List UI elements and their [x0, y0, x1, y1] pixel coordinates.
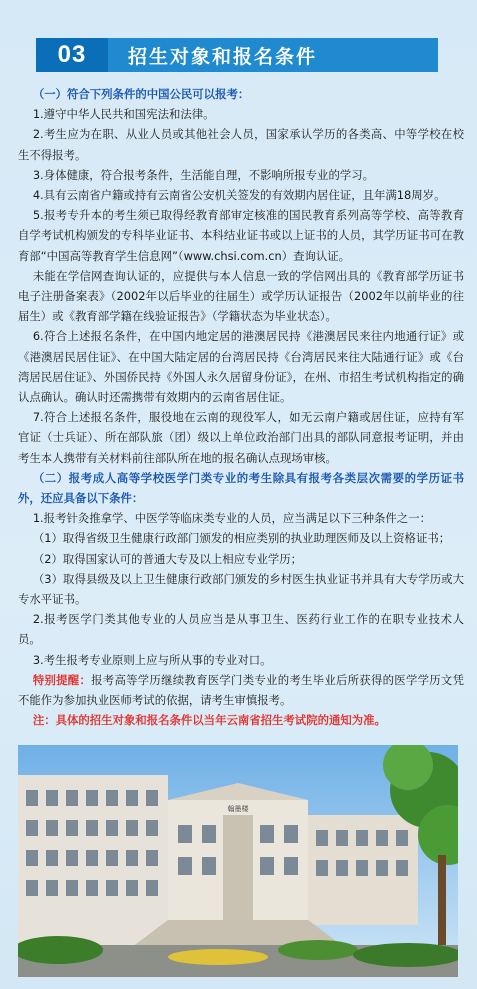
section2-sub-1: （1）取得省级卫生健康行政部门颁发的相应类别的执业助理医师及以上资格证书； — [32, 531, 451, 546]
special-reminder — [18, 670, 464, 710]
section1-item-7: 7.符合上述报名条件，服役地在云南的现役军人，如无云南户籍或居住证，应持有军官证（士兵证）、所在部队旅（团）级以上单位政治部门出具的部队同意报考证明，并由考生本人携带有关材料前往部队所在地的报名确认点现场审核。 — [18, 410, 464, 465]
section1-item-5: 5.报考专升本的考生须已取得经教育部审定核准的国民教育系列高等学校、高等教育自学考试机构颁发的专科毕业证书、本科结业证书或以上证书的人员，其学历证书可在教育部“中国高等教育学生信息网”（www.chsi.com.cn）查询认证。 — [18, 208, 464, 263]
section2-heading: （二）报考成人高等学校医学门类专业的考生除具有报考各类层次需要的学历证书外，还应具备以下条件： — [18, 470, 464, 506]
section2-item-3: 3.考生报考专业原则上应与所从事的专业对口。 — [32, 652, 272, 667]
footnote: 注：具体的招生对象和报名条件以当年云南省招生考试院的通知为准。 — [32, 713, 386, 728]
section1-item-3: 3.身体健康，符合报考条件，生活能自理，不影响所报专业的学习。 — [32, 167, 375, 182]
section1-item-4: 4.具有云南省户籍或持有云南省公安机关签发的有效期内居住证，且年满18周岁。 — [32, 188, 446, 203]
campus-building-photo — [18, 745, 458, 977]
section2-item-2: 2.报考医学门类其他专业的人员应当是从事卫生、医药行业工作的在职专业技术人员。 — [18, 612, 464, 647]
section2-sub-3: （3）取得县级及以上卫生健康行政部门颁发的乡村医生执业证书并具有大专学历或大专水平证书。 — [18, 571, 464, 607]
building-sign-text: 翰墨楼 — [227, 805, 249, 813]
section-content — [18, 84, 464, 731]
reminder-text: 报考高等学历继续教育医学门类专业的考生毕业后所获得的医学学历文凭不能作为参加执业医师考试的依据，请考生审慎报考。 — [18, 672, 464, 708]
section-number: 03 — [36, 38, 108, 72]
section-title: 招生对象和报名条件 — [128, 45, 318, 68]
section2-item-1: 1.报考针灸推拿学、中医学等临床类专业的人员，应当满足以下三种条件之一： — [32, 511, 431, 526]
section1-heading: （一）符合下列条件的中国公民可以报考： — [32, 87, 250, 101]
section1-item-1: 1.遵守中华人民共和国宪法和法律。 — [32, 107, 215, 122]
section1-item-5-note: 未能在学信网查询认证的，应提供与本人信息一致的学信网出具的《教育部学历证书电子注册备案表》（2002年以后毕业的往届生）或学历认证报告（2002年以前毕业的往届生）或《教育部学籍在线验证报告》（学籍状态为毕业状态）。 — [18, 268, 464, 324]
section1-item-6: 6.符合上述报名条件，在中国内地定居的港澳居民持《港澳居民来往内地通行证》或《港澳居民居住证》、在中国大陆定居的台湾居民持《台湾居民来往大陆通行证》或《台湾居民居住证》、外国侨民持《外国人永久居留身份证》，在州、市招生考试机构指定的确认点确认。确认时还需携带有效期内的云南省居住证。 — [18, 329, 464, 405]
reminder-label: 特别提醒： — [32, 672, 92, 687]
section-header — [36, 38, 438, 72]
section2-sub-2: （2）取得国家认可的普通大专及以上相应专业学历； — [32, 551, 303, 566]
section1-item-2: 2.考生应为在职、从业人员或其他社会人员，国家承认学历的各类高、中等学校在校生不得报考。 — [18, 127, 464, 162]
